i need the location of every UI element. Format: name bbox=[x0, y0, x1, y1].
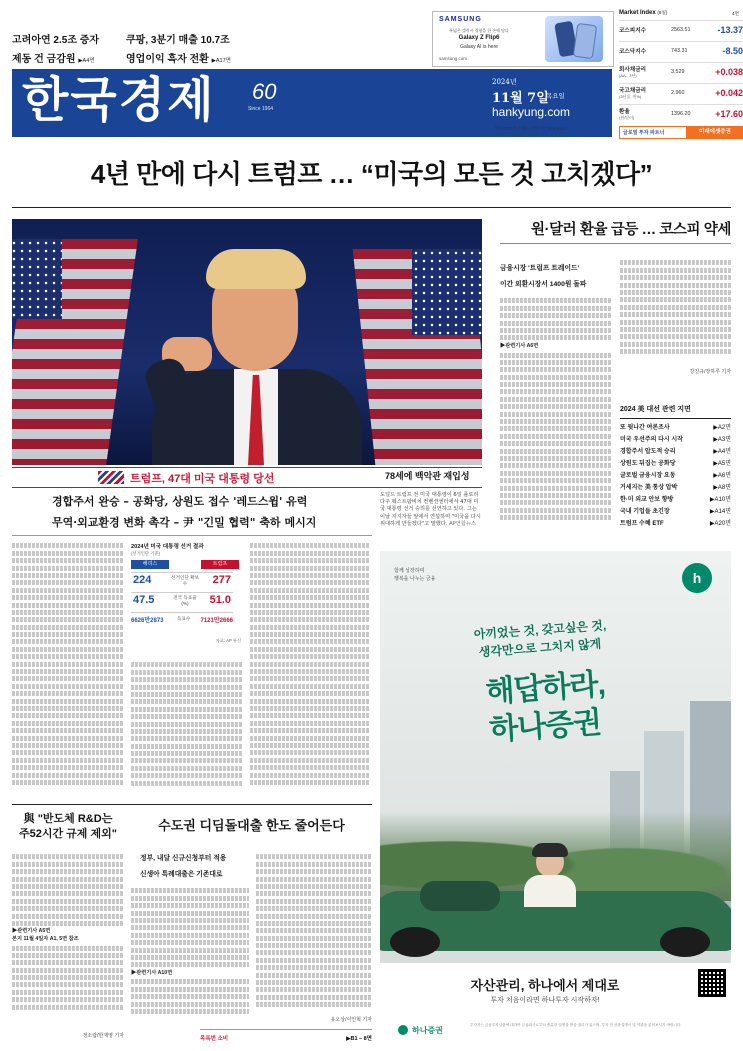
trump-value: 277 bbox=[212, 574, 231, 586]
article-b-sub2: 신생아 특례대출은 기존대로 bbox=[140, 871, 223, 878]
flag-left-canton bbox=[12, 239, 62, 319]
market-change: +0.038 bbox=[715, 67, 743, 77]
stripes-icon bbox=[98, 471, 124, 484]
harris-value: 6626만2873 bbox=[131, 618, 164, 624]
related-item[interactable] bbox=[620, 422, 731, 433]
election-result-box bbox=[131, 542, 241, 650]
hana-emblem: h bbox=[682, 563, 712, 593]
banner-label: 트럼프, 47대 미국 대통령 당선 bbox=[130, 473, 275, 485]
fx-sub2: 이간 외환시장서 1400원 돌파 bbox=[500, 281, 587, 288]
related-label: 한·미 외교 안보 향방 bbox=[620, 497, 674, 503]
sub-head-1: 경합주서 완승 – 공화당, 상원도 접수 '레드스윕' 유력 bbox=[52, 495, 308, 508]
related-item[interactable] bbox=[620, 506, 731, 517]
market-row-corp-bond bbox=[619, 62, 743, 83]
divider bbox=[12, 207, 731, 208]
hana-logo-text: 하나증권 bbox=[412, 1026, 443, 1035]
fx-article-col2 bbox=[620, 258, 731, 366]
market-footer[interactable] bbox=[619, 126, 743, 139]
article-b-col2 bbox=[256, 852, 372, 1028]
row-label: 선거인단 확보수 bbox=[171, 575, 199, 586]
market-title bbox=[619, 10, 667, 16]
mirae-logo: 미래에셋증권 bbox=[686, 127, 743, 138]
related-label: 상원도 뒤집는 공화당 bbox=[620, 461, 676, 467]
issue-line: 제19,600호 | 대표전화 02) 360-4114 bbox=[494, 126, 567, 131]
article-a-headline-2: 주52시간 규제 제외" bbox=[19, 828, 117, 840]
photo-caption: 78세에 백악관 재입성 bbox=[385, 471, 470, 481]
hana-copy-1: 아끼었는 것, 갖고싶은 것, bbox=[473, 618, 607, 642]
teaser-1[interactable] bbox=[12, 31, 110, 65]
election-row-vote-share bbox=[131, 592, 233, 608]
hana-bottom-1: 자산관리, 하나에서 제대로 bbox=[470, 978, 620, 993]
market-title-text: Market Index bbox=[619, 10, 656, 16]
since-text: Since 1964 bbox=[248, 106, 274, 112]
newspaper-logo: 한국경제 bbox=[22, 74, 216, 127]
market-change: +0.042 bbox=[715, 88, 743, 98]
hana-small-2: 행복을 나누는 금융 bbox=[394, 576, 436, 582]
logo-60-mark: 60 bbox=[252, 79, 277, 104]
teaser-2-ref: ▶A17면 bbox=[211, 58, 231, 64]
trump-value: 7121만2666 bbox=[200, 618, 233, 624]
trump-article-col1 bbox=[12, 541, 124, 796]
related-page: ▶A10면 bbox=[709, 497, 731, 503]
market-sub: (3년물, 연%) bbox=[619, 94, 642, 99]
article-b-footer bbox=[200, 1029, 372, 1044]
related-label: 글로벌 금융시장 요동 bbox=[620, 473, 676, 479]
related-label: 국내 기업들 초긴장 bbox=[620, 509, 670, 515]
photo-caption-text: 도널드 트럼프 전 미국 대통령이 6일 플로리다주 웨스트팜비치 컨벤션센터에서 47대 미국 대통령 선거 승리를 선언하고 있다. 그는 이날 지지자들 앞에서 연설하며 "미국을 다시 위대하게 만들겠다"고 말했다. bbox=[380, 492, 481, 527]
samsung-logo: SAMSUNG bbox=[439, 16, 482, 23]
market-name: 코스피지수 bbox=[619, 28, 647, 34]
teaser-2-line2: 영업이익 흑자 전환 bbox=[126, 54, 209, 65]
article-a-headline bbox=[12, 812, 124, 842]
fx-ref: ▶관련기사 A6면 bbox=[500, 342, 539, 349]
phone-image bbox=[545, 16, 603, 62]
phone-number: 대표전화 02) 360-4114 bbox=[520, 126, 567, 131]
article-b-footer-label: 목록번 소비 bbox=[200, 1036, 229, 1042]
issue-number: 제19,600호 bbox=[494, 126, 517, 131]
hana-small-1: 함께 성장하며 bbox=[394, 568, 425, 574]
hana-main-1: 해답하라, bbox=[484, 667, 606, 710]
election-row-votes bbox=[131, 612, 233, 628]
teaser-2-line1: 쿠팡, 3분기 매출 10.7조 bbox=[126, 35, 230, 46]
hana-disclaimer: 투자자는 금융투자상품에 대하여 금융회사로부터 충분한 설명을 받을 권리가 있으며, 투자 전 상품설명서 및 약관을 읽어보시기 바랍니다. bbox=[470, 1023, 682, 1027]
fx-headline: 원·달러 환율 급등 … 코스피 약세 bbox=[531, 222, 731, 238]
row-label: 전국 득표율(%) bbox=[173, 595, 197, 606]
related-page: ▶A8면 bbox=[713, 485, 731, 491]
row-label: 득표수 bbox=[177, 616, 191, 621]
market-col: 4면 bbox=[732, 11, 739, 16]
divider bbox=[12, 535, 372, 536]
election-box-note: (선거인단 기준) bbox=[131, 551, 160, 556]
hana-ad[interactable] bbox=[380, 551, 731, 1043]
related-item[interactable] bbox=[620, 434, 731, 445]
fx-article-col1 bbox=[500, 296, 612, 532]
market-sub: (AA-, 3년) bbox=[619, 73, 637, 78]
teaser-1-line2-wrap bbox=[12, 50, 110, 65]
qr-code-icon[interactable] bbox=[698, 969, 726, 997]
market-name: 회사채금리 bbox=[619, 67, 647, 73]
article-a-byline: 정소람/한재영 기자 bbox=[82, 1033, 124, 1039]
fx-byline: 강진규/장하루 기자 bbox=[689, 369, 731, 375]
article-b-sub1: 정부, 내달 신규신청부터 적용 bbox=[140, 855, 227, 862]
harris-value: 47.5 bbox=[133, 594, 155, 606]
samsung-sub: Galaxy AI is here bbox=[460, 44, 498, 50]
related-item[interactable] bbox=[620, 494, 731, 505]
related-page: ▶A3면 bbox=[713, 437, 731, 443]
related-label: 거세지는 美 통상 압박 bbox=[620, 485, 678, 491]
harris-value: 224 bbox=[133, 574, 152, 586]
market-change: -13.37 bbox=[717, 25, 743, 35]
teaser-1-line2: 제동 건 금감원 bbox=[12, 54, 76, 65]
samsung-url: samsung.com bbox=[439, 56, 468, 61]
related-label: 또 뒷나간 여론조사 bbox=[620, 425, 670, 431]
related-pages-box bbox=[620, 402, 731, 536]
related-label: 미국 우선주의 다시 시작 bbox=[620, 437, 683, 443]
trump-article-col3 bbox=[250, 541, 370, 796]
masthead-url[interactable]: hankyung.com bbox=[492, 105, 571, 119]
driver bbox=[520, 847, 580, 907]
trump-value: 51.0 bbox=[209, 594, 231, 606]
related-page: ▶A6면 bbox=[713, 473, 731, 479]
market-value: 1396.20 bbox=[671, 111, 691, 117]
main-headline: 4년 만에 다시 트럼프 … “미국의 모든 것 고치겠다” bbox=[90, 159, 653, 189]
candidate-trump: 트럼프 bbox=[201, 560, 239, 569]
samsung-tagline: 폭넓은 갤럭시 경험을 한 손에 담다 bbox=[449, 28, 509, 33]
sub-head-2: 무역·외교환경 변화 촉각 – 尹 "긴밀 협력" 축하 메시지 bbox=[52, 516, 317, 529]
market-value: 2563.51 bbox=[671, 27, 691, 33]
candidate-harris: 해리스 bbox=[131, 560, 169, 569]
hana-bottom-2: 투자 처음이라면 하나투자 시작하자! bbox=[490, 997, 600, 1004]
article-a-ref2: 본지 11월 4일자 A1, 5면 참조 bbox=[12, 935, 79, 942]
article-b-col1 bbox=[131, 886, 249, 1016]
hana-logo-icon bbox=[398, 1025, 408, 1035]
photo-credit: AP연합뉴스 bbox=[449, 520, 476, 527]
market-value: 743.31 bbox=[671, 48, 688, 54]
market-name: 국고채금리 bbox=[619, 88, 647, 94]
fx-sub1: 금융시장 '트럼프 트레이드' bbox=[500, 265, 580, 272]
teaser-1-line1: 고려아연 2.5조 증자 bbox=[12, 35, 100, 46]
flag-right-canton bbox=[412, 249, 482, 335]
masthead-weekday: 목요일 bbox=[546, 92, 565, 100]
article-b-byline: 유오상/이인혁 기자 bbox=[330, 1017, 372, 1023]
related-page: ▶A5면 bbox=[713, 461, 731, 467]
election-box-title: 2024년 미국 대통령 선거 결과 bbox=[131, 544, 204, 550]
related-item[interactable] bbox=[620, 458, 731, 469]
related-item[interactable] bbox=[620, 518, 731, 529]
samsung-product: Galaxy Z Flip6 bbox=[458, 35, 500, 41]
related-page: ▶A14면 bbox=[709, 509, 731, 515]
related-item[interactable] bbox=[620, 446, 731, 457]
hana-copy-2: 생각만으로 그치지 않게 bbox=[478, 636, 602, 660]
market-value: 2.960 bbox=[671, 90, 685, 96]
related-page: ▶A4면 bbox=[713, 449, 731, 455]
article-a-headline-1: 與 "반도체 R&D는 bbox=[23, 813, 113, 825]
samsung-ad[interactable] bbox=[432, 11, 614, 67]
trump-photo[interactable] bbox=[12, 219, 482, 465]
election-rows bbox=[131, 572, 239, 644]
market-sub: (원/달러) bbox=[619, 115, 635, 120]
election-source: 자료: AP 통신 bbox=[215, 638, 241, 643]
market-name: 코스닥지수 bbox=[619, 49, 647, 55]
article-b-ref: ▶관련기사 A10면 bbox=[131, 969, 173, 976]
masthead-date: 11월 7일 bbox=[492, 91, 549, 106]
hana-main-2: 하나증권 bbox=[488, 706, 603, 747]
photo-caption-box bbox=[385, 468, 482, 482]
teaser-2[interactable] bbox=[126, 31, 236, 65]
teaser-1-ref: ▶A4면 bbox=[78, 58, 95, 64]
hair bbox=[206, 249, 306, 289]
market-change: -8.50 bbox=[722, 46, 743, 56]
related-page: ▶A2면 bbox=[713, 425, 731, 431]
article-a-body bbox=[12, 852, 124, 1038]
market-row-kospi bbox=[619, 20, 743, 41]
election-row-electors bbox=[131, 572, 233, 588]
divider bbox=[12, 804, 372, 805]
market-index bbox=[619, 10, 743, 136]
market-name: 환율 bbox=[619, 109, 630, 115]
teaser-2-line2-wrap bbox=[126, 50, 236, 65]
photo-caption-body bbox=[380, 492, 482, 528]
hana-bottom bbox=[380, 963, 731, 1043]
market-subtitle: (6일) bbox=[657, 10, 668, 15]
related-title: 2024 美 대선 관련 지면 bbox=[620, 402, 731, 419]
market-value: 3.529 bbox=[671, 69, 685, 75]
market-row-kosdaq bbox=[619, 41, 743, 62]
masthead-year: 2024년 bbox=[492, 78, 517, 86]
market-footer-left: 글로벌 투자 파트너 bbox=[623, 130, 665, 136]
related-label: 경합주서 압도적 승리 bbox=[620, 449, 676, 455]
market-row-treasury bbox=[619, 83, 743, 104]
divider bbox=[500, 243, 731, 244]
article-a-ref: ▶관련기사 A5면 bbox=[12, 928, 51, 935]
related-item[interactable] bbox=[620, 482, 731, 493]
market-change: +17.60 bbox=[715, 109, 743, 119]
related-item[interactable] bbox=[620, 470, 731, 481]
trump-article-col2 bbox=[131, 660, 243, 796]
related-label: 트럼프 수혜 ETF bbox=[620, 521, 664, 527]
market-row-fx bbox=[619, 104, 743, 125]
article-b-page-ref: ▶B1 – 8면 bbox=[346, 1036, 372, 1042]
article-b-headline: 수도권 디딤돌대출 한도 줄어든다 bbox=[158, 818, 345, 833]
related-page: ▶A20면 bbox=[709, 521, 731, 527]
